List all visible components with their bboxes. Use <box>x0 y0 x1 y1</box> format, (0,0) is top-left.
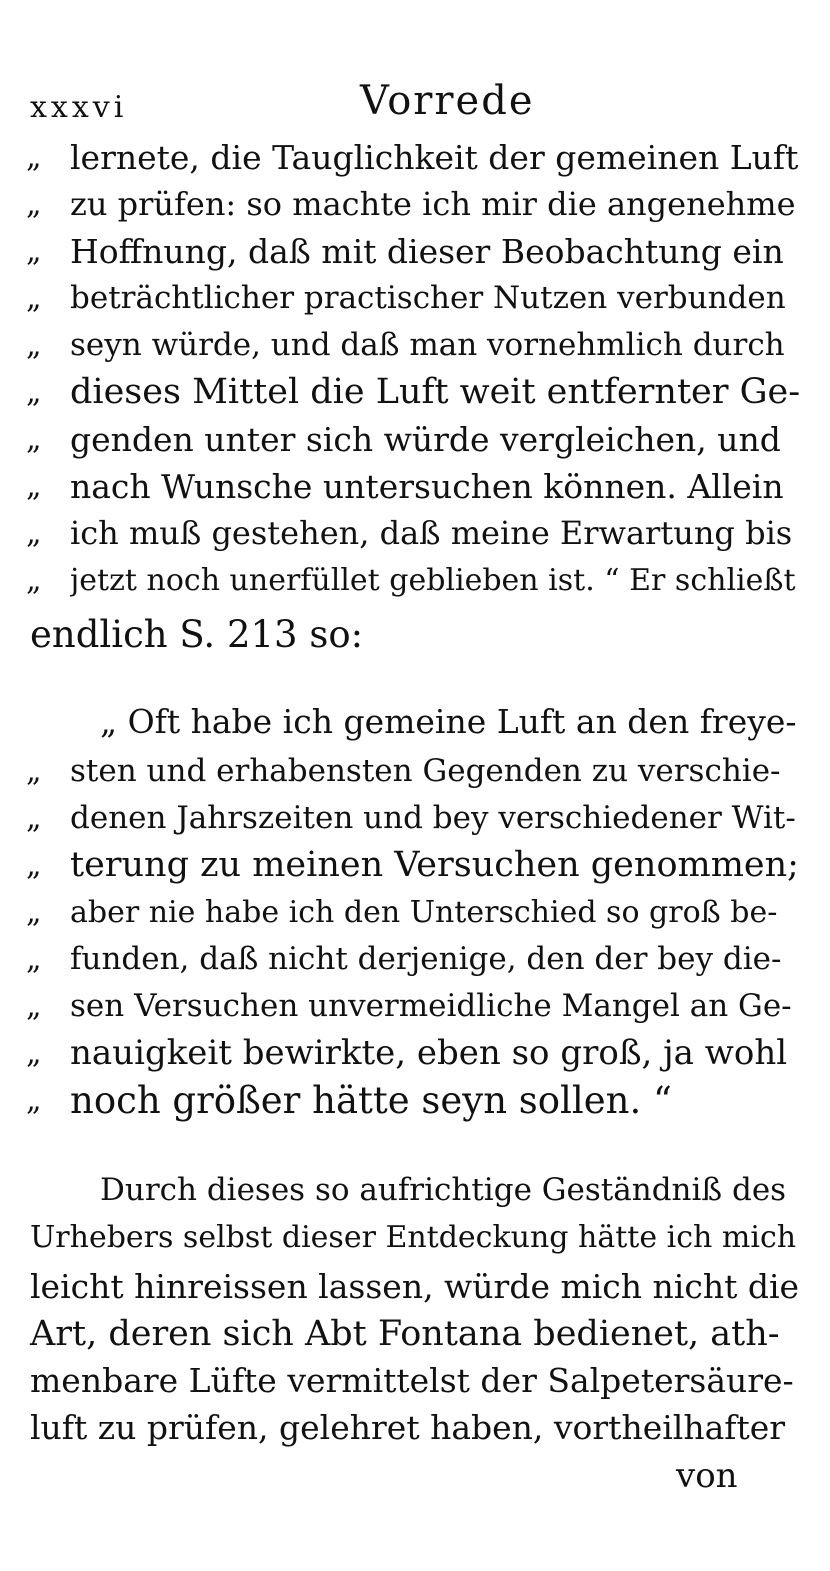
quote-line <box>0 936 800 983</box>
quote-mark: „ <box>26 563 42 598</box>
quote-line <box>0 275 800 322</box>
quote-text: sten und erhabensten Gegenden zu verschie- <box>70 753 781 789</box>
quote-text: sen Versuchen unvermeidliche Mangel an Ge- <box>70 988 792 1024</box>
quote-line <box>0 181 800 228</box>
quote-text: jetzt noch unerfüllet geblieben ist. “ Er schließt <box>70 563 796 598</box>
paragraph-line: Durch dieses so aufrichtige Geständniß des <box>100 1172 787 1208</box>
page-header <box>30 78 775 128</box>
quote-mark: „ <box>26 1083 42 1118</box>
quote-text: nauigkeit bewirkte, eben so groß, ja wohl <box>70 1033 788 1073</box>
quote-text: terung zu meinen Versuchen genommen; <box>70 845 799 885</box>
paragraph-line: leicht hinreissen lassen, würde mich nicht die <box>30 1267 800 1306</box>
quote-line <box>0 795 800 842</box>
quote-text: dieses Mittel die Luft weit entfernter Ge- <box>70 372 800 412</box>
quote-mark: „ <box>26 469 42 504</box>
quote-text: seyn würde, und daß man vornehmlich durch <box>70 327 785 363</box>
quote-line <box>0 1030 800 1077</box>
quote-mark: „ <box>26 801 42 836</box>
paragraph-line: Urhebers selbst dieser Entdeckung hätte ich mich <box>30 1220 797 1255</box>
quote-mark: „ <box>26 848 42 883</box>
quote-text: beträchtlicher practischer Nutzen verbunden <box>70 280 786 316</box>
quote-mark: „ <box>26 422 42 457</box>
paragraph-line: luft zu prüfen, gelehret haben, vortheilhafter <box>30 1408 786 1447</box>
quote-mark: „ <box>26 281 42 316</box>
quote-mark: „ <box>26 516 42 551</box>
quote-line <box>0 889 800 936</box>
quote-text: Hoffnung, daß mit dieser Beobachtung ein <box>70 232 784 271</box>
quote-text: noch größer hätte seyn sollen. “ <box>70 1079 672 1122</box>
quote-mark: „ <box>26 187 42 222</box>
quote-mark: „ <box>26 375 42 410</box>
quote-text: nach Wunsche untersuchen können. Allein <box>70 467 784 506</box>
quote-closing-line: endlich S. 213 so: <box>30 613 364 656</box>
quote-line <box>0 557 800 604</box>
quote-mark: „ <box>26 140 42 175</box>
quote-first-line: „ Oft habe ich gemeine Luft an den freye- <box>100 702 797 741</box>
quote-text: aber nie habe ich den Unterschied so groß be- <box>70 895 778 930</box>
catchword: von <box>676 1456 738 1496</box>
quote-line <box>0 842 800 889</box>
quote-line <box>0 748 800 795</box>
quote-text: denen Jahrszeiten und bey verschiedener Wit- <box>70 800 796 836</box>
quote-line <box>0 369 800 416</box>
quote-text: zu prüfen: so machte ich mir die angenehme <box>70 185 796 223</box>
quote-mark: „ <box>26 234 42 269</box>
quote-mark: „ <box>26 1036 42 1071</box>
quote-text: lernete, die Tauglichkeit der gemeinen Luft <box>70 138 799 177</box>
quote-line <box>0 322 800 369</box>
quote-text: funden, daß nicht derjenige, den der bey die- <box>70 941 782 977</box>
quote-mark: „ <box>26 895 42 930</box>
quote-text: genden unter sich würde vergleichen, und <box>70 420 781 459</box>
running-head: Vorrede <box>360 78 535 124</box>
quote-mark: „ <box>26 989 42 1024</box>
paragraph-line: Art, deren sich Abt Fontana bedienet, ath- <box>30 1314 780 1354</box>
paragraph-line: menbare Lüfte vermittelst der Salpetersäure- <box>30 1361 794 1400</box>
quote-mark: „ <box>26 942 42 977</box>
quote-line <box>0 510 800 557</box>
quote-mark: „ <box>26 328 42 363</box>
quote-line <box>0 228 800 275</box>
quote-line <box>0 1077 800 1124</box>
quote-line <box>0 134 800 181</box>
quote-text: ich muß gestehen, daß meine Erwartung bis <box>70 514 793 552</box>
quote-line <box>0 416 800 463</box>
quote-mark: „ <box>26 754 42 789</box>
page-number: xxxvi <box>30 90 128 125</box>
quote-line <box>0 463 800 510</box>
quote-line <box>0 983 800 1030</box>
